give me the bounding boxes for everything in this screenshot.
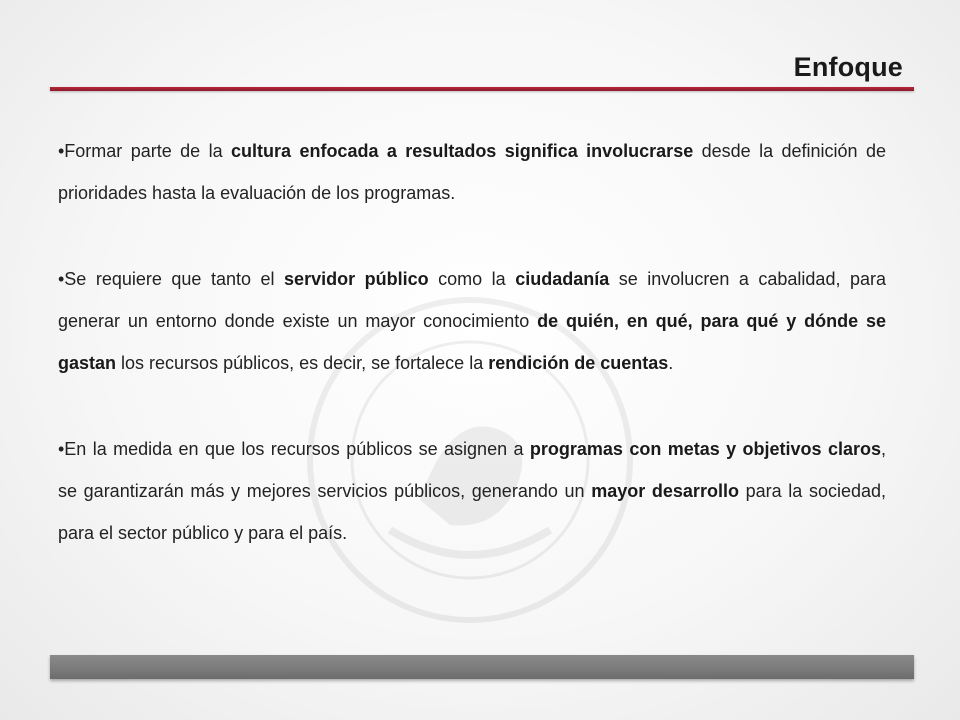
slide-title: Enfoque [793, 52, 903, 82]
footer-bar [50, 655, 914, 679]
content-area [58, 130, 886, 554]
paragraph-2: •Se requiere que tanto el servidor público como la ciudadanía se involucren a cabalidad, para generar un entorno donde existe un mayor conocimiento de quién, en qué, para qué y dónde se gastan los recursos públicos, es decir, se fortalece la rendición de cuentas. [58, 269, 886, 373]
paragraph-1: •Formar parte de la cultura enfocada a resultados significa involucrarse desde la definición de prioridades hasta la evaluación de los programas. [58, 141, 886, 203]
paragraph-3: •En la medida en que los recursos públicos se asignen a programas con metas y objetivos claros, se garantizarán más y mejores servicios públicos, generando un mayor desarrollo para la sociedad, para el sector público y para el país. [58, 439, 887, 543]
title-underline-rule [50, 87, 914, 91]
